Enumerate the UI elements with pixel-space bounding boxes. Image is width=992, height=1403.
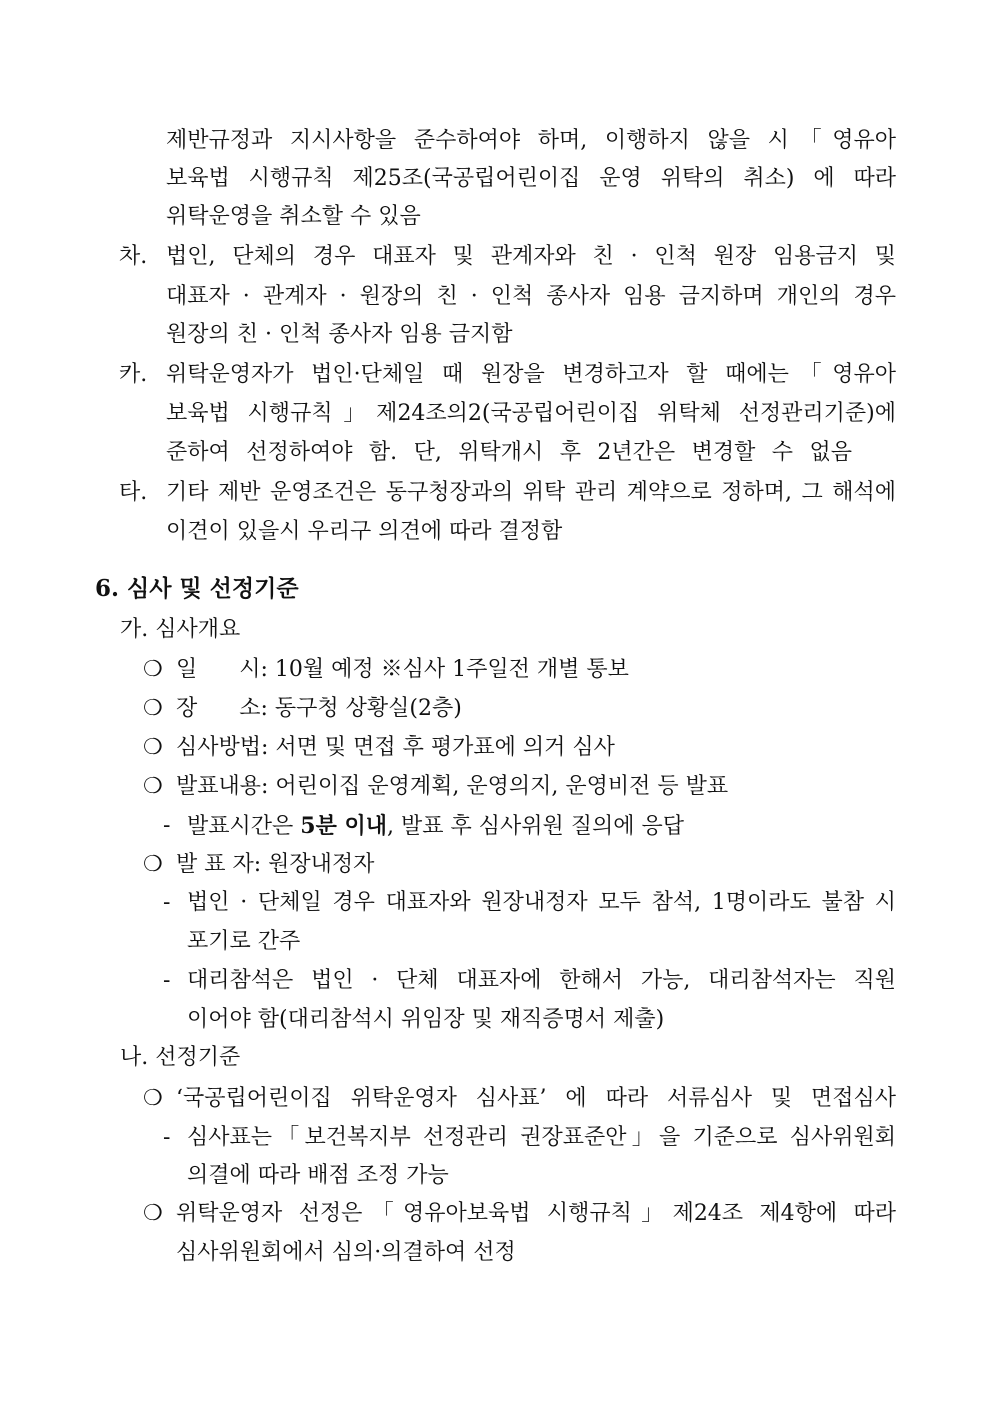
section-heading: 6. 심사 및 선정기준 [95, 575, 299, 602]
item-line: 기타 제반 운영조건은 동구청장과의 위탁 관리 계약으로 정하며, 그 해석에 [166, 480, 896, 505]
bullet-line: 발표내용: 어린이집 운영계획, 운영의지, 운영비전 등 발표 [176, 774, 729, 799]
sub-bullet-line: 이어야 함(대리참석시 위임장 및 재직증명서 제출) [187, 1007, 665, 1032]
sub-bullet-line: 대리참석은 법인 · 단체 대표자에 한해서 가능, 대리참석자는 직원 [187, 968, 896, 993]
circle-bullet-icon: ❍ [143, 1086, 163, 1111]
circle-bullet-icon: ❍ [143, 852, 163, 877]
item-marker: 차. [119, 244, 148, 269]
dash-bullet-icon: - [163, 890, 171, 915]
item-line: 대표자 · 관계자 · 원장의 친 · 인척 종사자 임용 금지하며 개인의 경우 [166, 284, 896, 309]
bullet-label: 장 소 [176, 696, 261, 721]
sub-bullet-text: , 발표 후 심사위원 질의에 응답 [387, 814, 684, 839]
subsection-heading: 나. 선정기준 [120, 1045, 241, 1070]
circle-bullet-icon: ❍ [143, 774, 163, 799]
sub-bullet-line: 법인 · 단체일 경우 대표자와 원장내정자 모두 참석, 1명이라도 불참 시 [187, 890, 896, 915]
circle-bullet-icon: ❍ [143, 696, 163, 721]
bullet-line [176, 694, 462, 724]
item-line: 원장의 친 · 인척 종사자 임용 금지함 [166, 322, 513, 347]
item-line: 위탁운영자가 법인·단체일 때 원장을 변경하고자 할 때에는「영유아 [166, 362, 896, 387]
item-marker: 타. [119, 480, 148, 505]
bullet-line: ‘국공립어린이집 위탁운영자 심사표’ 에 따라 서류심사 및 면접심사 [176, 1086, 896, 1111]
item-line: 이견이 있을시 우리구 의견에 따라 결정함 [166, 519, 563, 544]
item-line: 준하여 선정하여야 함. 단, 위탁개시 후 2년간은 변경할 수 없음 [166, 440, 852, 465]
paragraph-line: 보육법 시행규칙 제25조(국공립어린이집 운영 위탁의 취소) 에 따라 [166, 166, 896, 191]
subsection-heading: 가. 심사개요 [120, 617, 241, 642]
emphasis-text: 5분 이내 [300, 813, 387, 839]
dash-bullet-icon: - [163, 1125, 171, 1150]
bullet-label: 일 시 [176, 657, 261, 682]
circle-bullet-icon: ❍ [143, 735, 163, 760]
item-line: 법인, 단체의 경우 대표자 및 관계자와 친 · 인척 원장 임용금지 및 [166, 244, 896, 269]
dash-bullet-icon: - [163, 968, 171, 993]
bullet-line: 발 표 자: 원장내정자 [176, 852, 375, 877]
sub-bullet-line: 심사표는「보건복지부 선정관리 권장표준안」을 기준으로 심사위원회 [187, 1125, 896, 1150]
sub-bullet-text: 발표시간은 [187, 814, 301, 839]
circle-bullet-icon: ❍ [143, 657, 163, 682]
item-line: 보육법 시행규칙」제24조의2(국공립어린이집 위탁체 선정관리기준)에 [166, 401, 896, 426]
sub-bullet-line: 포기로 간주 [187, 929, 301, 954]
bullet-text: : 10월 예정 ※심사 1주일전 개별 통보 [260, 657, 629, 682]
sub-bullet-line: 의결에 따라 배점 조정 가능 [187, 1163, 449, 1188]
bullet-text: : 동구청 상황실(2층) [260, 696, 462, 721]
sub-bullet-line [187, 811, 684, 842]
bullet-line: 위탁운영자 선정은「영유아보육법 시행규칙」제24조 제4항에 따라 [176, 1201, 896, 1226]
dash-bullet-icon: - [163, 813, 171, 838]
bullet-line [176, 655, 629, 685]
paragraph-line: 제반규정과 지시사항을 준수하여야 하며, 이행하지 않을 시「영유아 [166, 128, 896, 153]
paragraph-line: 위탁운영을 취소할 수 있음 [166, 204, 421, 229]
circle-bullet-icon: ❍ [143, 1201, 163, 1226]
bullet-line: 심사방법: 서면 및 면접 후 평가표에 의거 심사 [176, 735, 615, 760]
bullet-line: 심사위원회에서 심의·의결하여 선정 [176, 1240, 516, 1265]
item-marker: 카. [119, 362, 148, 387]
